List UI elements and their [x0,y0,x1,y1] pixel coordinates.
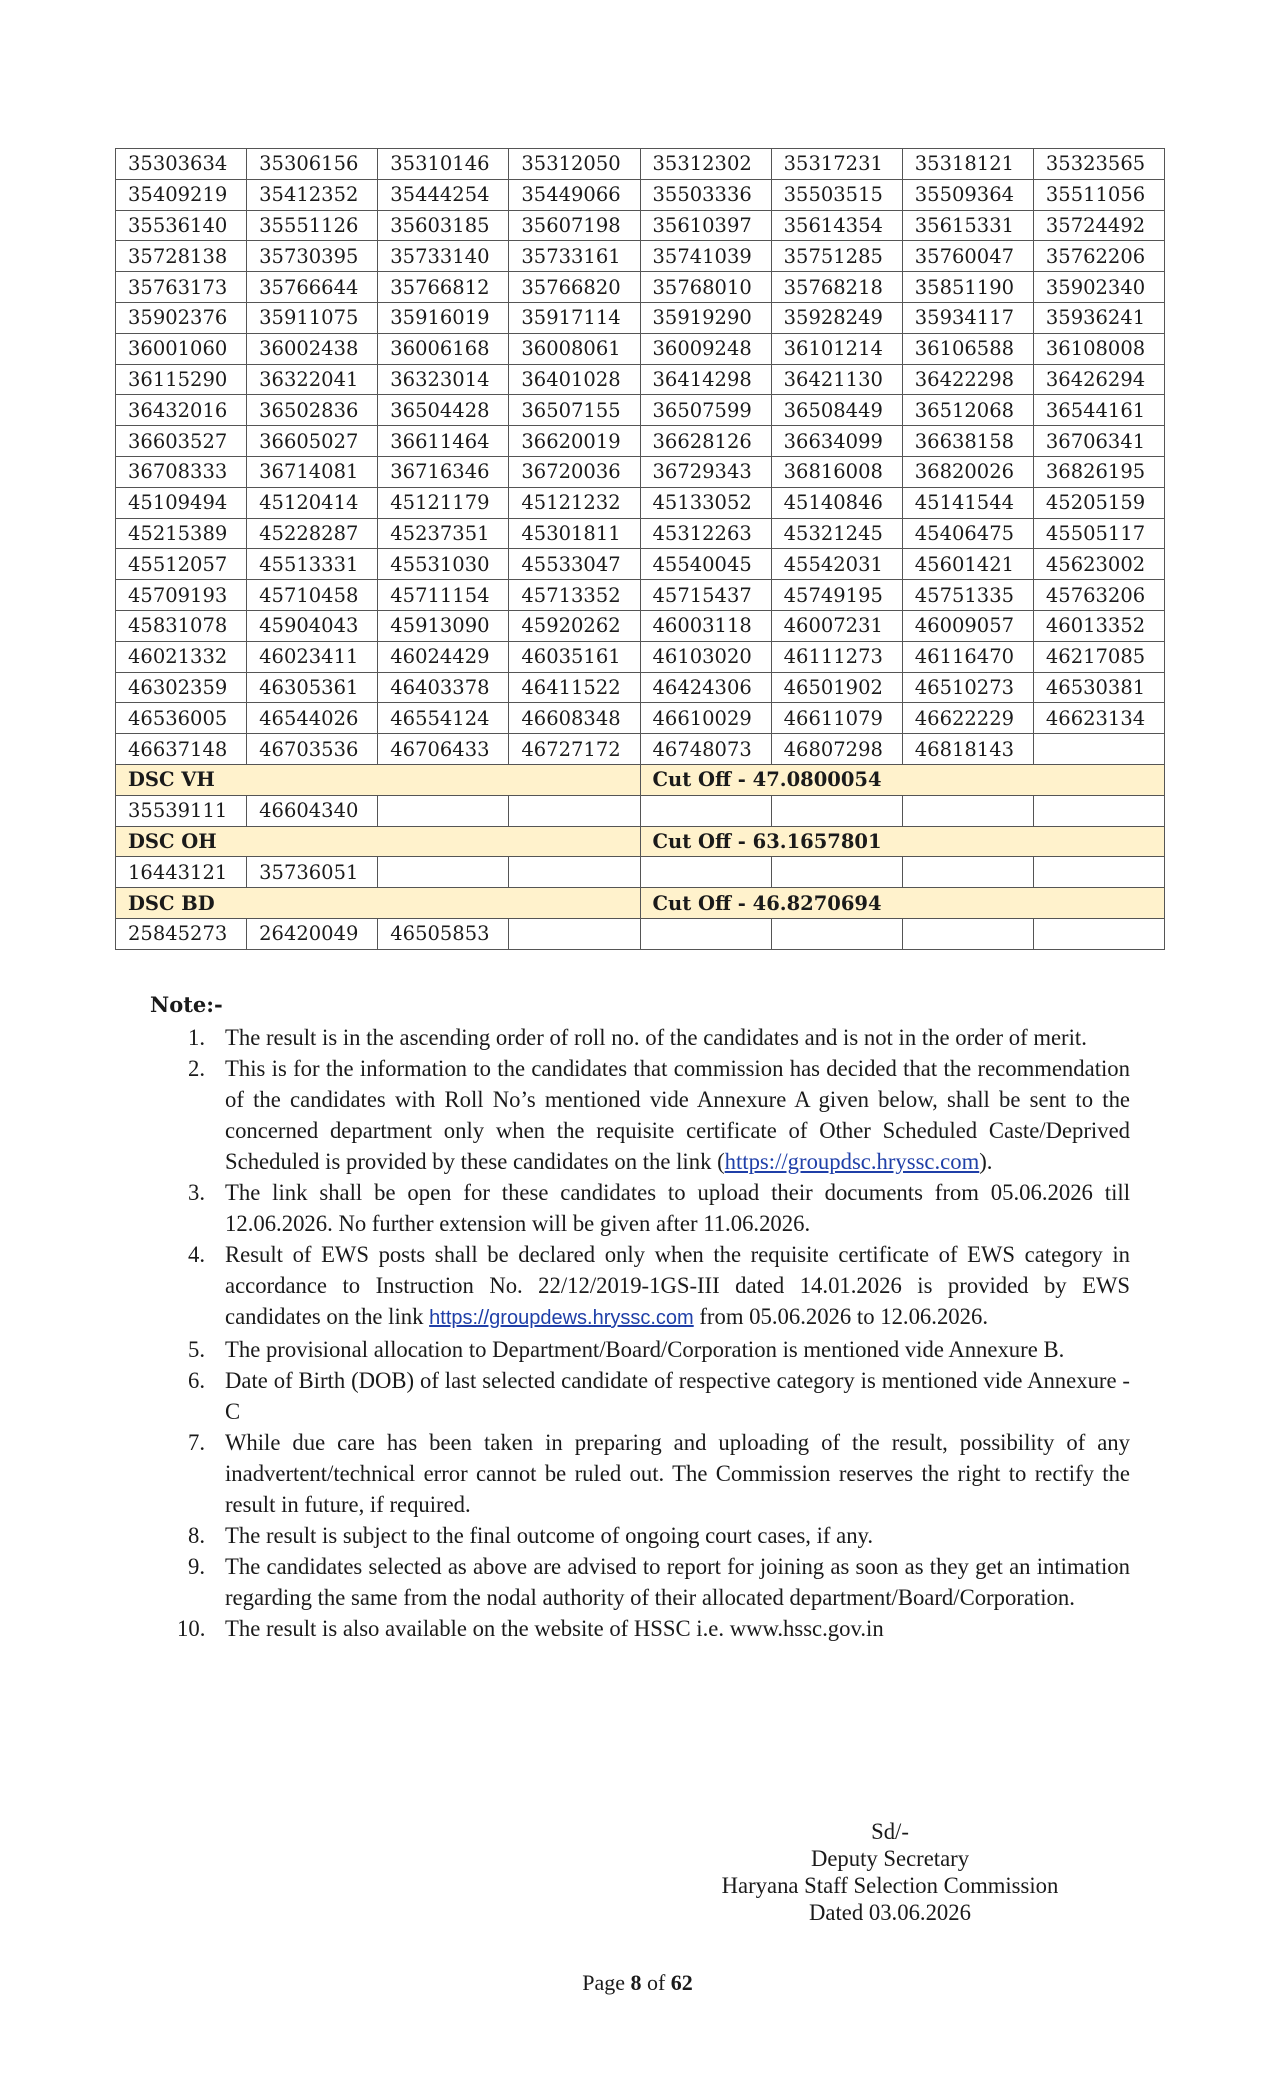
note-item [150,1239,1130,1334]
roll-number-cell: 35509364 [902,179,1033,210]
roll-number-cell: 35449066 [509,179,640,210]
roll-number-cell: 35317231 [771,149,902,180]
roll-number-cell: 35511056 [1033,179,1164,210]
roll-number-cell: 45711154 [378,580,509,611]
category-name: DSC OH [116,826,641,857]
roll-number-cell: 35766644 [247,272,378,303]
roll-number-cell: 25845273 [116,918,247,949]
roll-number-cell: 45121179 [378,487,509,518]
roll-number-cell: 36108008 [1033,333,1164,364]
table-row [116,302,1165,333]
roll-number-cell: 36826195 [1033,456,1164,487]
category-name: DSC VH [116,764,641,795]
roll-number-cell: 35412352 [247,179,378,210]
roll-number-cell: 45513331 [247,549,378,580]
roll-number-cell: 35310146 [378,149,509,180]
note-text: While due care has been taken in preparing and uploading of the result, possibility of any inadvertent/technical error cannot be ruled out. The Commission reserves the right to rectify the result in future, if required. [225,1430,1130,1517]
roll-number-cell: 45542031 [771,549,902,580]
roll-number-cell: 36708333 [116,456,247,487]
roll-number-cell: 35851190 [902,272,1033,303]
category-header-row [116,826,1165,857]
note-text: Date of Birth (DOB) of last selected candidate of respective category is mentioned vide Annexure - C [225,1368,1130,1424]
roll-number-cell: 45920262 [509,610,640,641]
note-number: 1. [188,1025,206,1050]
note-text: This is for the information to the candidates that commission has decided that the recommendation of the candidates with Roll No’s mentioned vide Annexure A given below, shall be sent to the concerned department only when the requisite certificate of Other Scheduled Caste/Deprived Scheduled is provided by these candidates on the link ( [225,1056,1130,1174]
roll-number-cell: 45121232 [509,487,640,518]
note-item [150,1334,1130,1365]
note-number: 10. [177,1616,206,1641]
roll-number-cell: 35766820 [509,272,640,303]
roll-number-cell: 35615331 [902,210,1033,241]
roll-number-cell: 36706341 [1033,426,1164,457]
roll-number-cell: 45321245 [771,518,902,549]
table-row [116,179,1165,210]
roll-number-cell: 36507599 [640,395,771,426]
roll-number-cell: 35902340 [1033,272,1164,303]
roll-number-cell: 35934117 [902,302,1033,333]
roll-number-cell: 36507155 [509,395,640,426]
roll-number-cell [1033,734,1164,765]
note-number: 4. [188,1242,206,1267]
roll-number-cell [771,795,902,826]
roll-number-cell: 45228287 [247,518,378,549]
roll-number-cell: 35760047 [902,241,1033,272]
roll-number-cell: 46510273 [902,672,1033,703]
roll-number-cell: 36816008 [771,456,902,487]
signature-sd: Sd/- [871,1819,909,1844]
roll-number-cell: 46727172 [509,734,640,765]
roll-number-cell: 45831078 [116,610,247,641]
roll-number-cell: 45512057 [116,549,247,580]
roll-number-cell: 35536140 [116,210,247,241]
table-row [116,857,1165,888]
roll-number-cell: 35741039 [640,241,771,272]
roll-number-cell: 35409219 [116,179,247,210]
note-number: 5. [188,1337,206,1362]
roll-number-cell: 35751285 [771,241,902,272]
roll-number-cell: 36001060 [116,333,247,364]
note-link[interactable]: https://groupdews.hryssc.com [429,1307,694,1329]
roll-number-cell: 35916019 [378,302,509,333]
roll-number-cell: 36106588 [902,333,1033,364]
roll-number-cell: 45540045 [640,549,771,580]
roll-number-cell: 46013352 [1033,610,1164,641]
roll-number-cell: 36820026 [902,456,1033,487]
roll-number-cell: 46424306 [640,672,771,703]
note-item [150,1427,1130,1520]
roll-number-cell [509,918,640,949]
roll-number-cell [902,918,1033,949]
roll-number-cell: 45215389 [116,518,247,549]
roll-number-cell: 36006168 [378,333,509,364]
roll-number-cell: 35312050 [509,149,640,180]
roll-number-cell [902,857,1033,888]
roll-number-cell [771,918,902,949]
roll-number-cell: 36634099 [771,426,902,457]
roll-number-cell: 35610397 [640,210,771,241]
note-text-after: ). [979,1149,993,1174]
roll-number-cell: 46807298 [771,734,902,765]
roll-number-cell: 45713352 [509,580,640,611]
table-row [116,672,1165,703]
roll-number-cell: 45301811 [509,518,640,549]
roll-number-cell: 36714081 [247,456,378,487]
roll-number-cell: 36611464 [378,426,509,457]
roll-number-cell: 45533047 [509,549,640,580]
note-number: 9. [188,1554,206,1579]
roll-number-cell: 45312263 [640,518,771,549]
roll-number-cell: 16443121 [116,857,247,888]
note-item [150,1520,1130,1551]
note-item [150,1053,1130,1177]
signature-date: Dated 03.06.2026 [809,1900,971,1925]
table-row [116,333,1165,364]
roll-number-cell: 45505117 [1033,518,1164,549]
roll-number-cell: 35607198 [509,210,640,241]
table-row [116,149,1165,180]
roll-number-cell: 26420049 [247,918,378,949]
roll-number-cell [902,795,1033,826]
roll-number-cell: 36638158 [902,426,1033,457]
roll-number-cell [509,795,640,826]
roll-number-cell: 46007231 [771,610,902,641]
roll-number-cell: 46622229 [902,703,1033,734]
roll-number-cell [378,857,509,888]
table-row [116,734,1165,765]
roll-number-cell: 45763206 [1033,580,1164,611]
roll-number-cell: 45601421 [902,549,1033,580]
roll-number-cell: 46623134 [1033,703,1164,734]
roll-number-cell [1033,857,1164,888]
roll-number-cell: 36323014 [378,364,509,395]
roll-number-cell [1033,918,1164,949]
roll-number-cell: 46021332 [116,641,247,672]
note-text: The link shall be open for these candidates to upload their documents from 05.06.2026 till 12.06.2026. No further extension will be given after 11.06.2026. [225,1180,1130,1236]
page-word: Page [582,1970,625,1995]
roll-number-cell: 46411522 [509,672,640,703]
table-row [116,518,1165,549]
signature-organization: Haryana Staff Selection Commission [721,1873,1059,1898]
roll-number-cell: 36502836 [247,395,378,426]
category-cutoff: Cut Off - 46.8270694 [640,888,1165,919]
roll-number-cell: 45531030 [378,549,509,580]
roll-number-cell: 46403378 [378,672,509,703]
roll-number-cell: 35539111 [116,795,247,826]
page-number: 8 [630,1970,642,1995]
roll-number-cell: 36115290 [116,364,247,395]
note-text: The provisional allocation to Department/Board/Corporation is mentioned vide Annexure B. [225,1337,1065,1362]
roll-number-cell: 46637148 [116,734,247,765]
roll-number-cell: 45120414 [247,487,378,518]
roll-number-cell: 46217085 [1033,641,1164,672]
roll-number-cell: 35763173 [116,272,247,303]
roll-number-cell: 35917114 [509,302,640,333]
roll-number-cell: 45141544 [902,487,1033,518]
table-row [116,549,1165,580]
roll-number-cell: 36322041 [247,364,378,395]
roll-number-cell: 45205159 [1033,487,1164,518]
table-row [116,272,1165,303]
roll-number-cell: 36729343 [640,456,771,487]
table-row [116,795,1165,826]
roll-number-cell: 46611079 [771,703,902,734]
roll-number-cell: 35762206 [1033,241,1164,272]
roll-number-cell: 45904043 [247,610,378,641]
roll-number-cell: 45406475 [902,518,1033,549]
roll-number-cell: 46302359 [116,672,247,703]
roll-number-cell: 35503515 [771,179,902,210]
table-row [116,580,1165,611]
roll-number-cell: 46009057 [902,610,1033,641]
roll-number-cell: 36422298 [902,364,1033,395]
note-text-after: from 05.06.2026 to 12.06.2026. [693,1304,988,1329]
category-header-row [116,764,1165,795]
roll-number-cell: 45709193 [116,580,247,611]
roll-number-cell [640,918,771,949]
table-row [116,918,1165,949]
roll-number-cell: 46023411 [247,641,378,672]
page-footer [0,1970,1275,1996]
roll-number-cell: 35306156 [247,149,378,180]
note-text: The candidates selected as above are advised to report for joining as soon as they get an intimation regarding the same from the nodal authority of their allocated department/Board/Corporation. [225,1554,1130,1610]
roll-number-cell: 46530381 [1033,672,1164,703]
signature-designation: Deputy Secretary [810,1846,970,1871]
roll-number-cell: 36620019 [509,426,640,457]
note-item [150,1551,1130,1613]
note-text: The result is also available on the website of HSSC i.e. www.hssc.gov.in [225,1616,884,1641]
roll-number-cell: 46103020 [640,641,771,672]
table-row [116,426,1165,457]
note-item [150,1022,1130,1053]
roll-number-cell: 46554124 [378,703,509,734]
roll-number-cell: 46111273 [771,641,902,672]
table-row [116,487,1165,518]
roll-number-cell: 35551126 [247,210,378,241]
note-text: The result is in the ascending order of roll no. of the candidates and is not in the order of merit. [225,1025,1087,1050]
roll-number-cell: 46706433 [378,734,509,765]
roll-number-cell: 45140846 [771,487,902,518]
roll-number-cell: 36716346 [378,456,509,487]
note-number: 7. [188,1430,206,1455]
roll-number-cell: 46544026 [247,703,378,734]
roll-number-cell: 35902376 [116,302,247,333]
roll-number-cell: 46818143 [902,734,1033,765]
roll-number-cell: 36504428 [378,395,509,426]
roll-number-cell: 36605027 [247,426,378,457]
roll-number-cell: 36426294 [1033,364,1164,395]
roll-number-cell: 36720036 [509,456,640,487]
roll-number-cell: 46604340 [247,795,378,826]
roll-number-cell: 35603185 [378,210,509,241]
roll-number-table [115,148,1165,950]
table-row [116,641,1165,672]
roll-number-cell: 45715437 [640,580,771,611]
roll-number-cell: 35768010 [640,272,771,303]
roll-number-cell: 45623002 [1033,549,1164,580]
roll-number-cell: 36508449 [771,395,902,426]
roll-number-cell: 46003118 [640,610,771,641]
roll-number-cell: 36002438 [247,333,378,364]
roll-number-cell: 36008061 [509,333,640,364]
note-text: The result is subject to the final outcome of ongoing court cases, if any. [225,1523,874,1548]
table-row [116,610,1165,641]
roll-number-cell: 46305361 [247,672,378,703]
roll-number-cell: 46748073 [640,734,771,765]
roll-number-cell: 35928249 [771,302,902,333]
signature-block [700,1818,1080,1926]
roll-number-cell: 35733140 [378,241,509,272]
roll-number-cell: 36101214 [771,333,902,364]
roll-number-cell [640,795,771,826]
roll-number-cell: 35919290 [640,302,771,333]
roll-number-cell: 35503336 [640,179,771,210]
note-number: 8. [188,1523,206,1548]
roll-number-cell: 35444254 [378,179,509,210]
roll-number-cell: 35323565 [1033,149,1164,180]
roll-number-cell: 35303634 [116,149,247,180]
note-item [150,1177,1130,1239]
table-row [116,395,1165,426]
roll-number-cell: 36009248 [640,333,771,364]
roll-number-cell: 36628126 [640,426,771,457]
roll-number-cell [771,857,902,888]
roll-number-cell: 45237351 [378,518,509,549]
note-heading: Note:- [150,992,223,1017]
note-number: 6. [188,1368,206,1393]
category-cutoff: Cut Off - 47.0800054 [640,764,1165,795]
roll-number-cell: 35766812 [378,272,509,303]
roll-number-cell: 46703536 [247,734,378,765]
note-number: 2. [188,1056,206,1081]
roll-number-cell: 35911075 [247,302,378,333]
roll-number-cell: 45751335 [902,580,1033,611]
table-row [116,241,1165,272]
roll-number-cell: 45109494 [116,487,247,518]
category-cutoff: Cut Off - 63.1657801 [640,826,1165,857]
note-item [150,1613,1130,1644]
table-row [116,210,1165,241]
roll-number-cell: 36432016 [116,395,247,426]
roll-number-cell: 45749195 [771,580,902,611]
roll-number-cell [1033,795,1164,826]
note-link[interactable]: https://groupdsc.hryssc.com [724,1149,980,1174]
table-row [116,456,1165,487]
roll-number-cell: 45913090 [378,610,509,641]
roll-number-cell: 36544161 [1033,395,1164,426]
roll-number-cell: 36421130 [771,364,902,395]
roll-number-cell: 45133052 [640,487,771,518]
roll-number-cell: 35768218 [771,272,902,303]
roll-number-cell: 46536005 [116,703,247,734]
roll-number-cell: 36512068 [902,395,1033,426]
roll-number-cell: 36401028 [509,364,640,395]
roll-number-cell: 46116470 [902,641,1033,672]
table-row [116,364,1165,395]
roll-number-cell: 35312302 [640,149,771,180]
roll-number-cell: 46608348 [509,703,640,734]
roll-number-cell: 45710458 [247,580,378,611]
roll-number-cell: 46610029 [640,703,771,734]
notes-list [150,1022,1130,1644]
roll-number-cell: 46505853 [378,918,509,949]
category-name: DSC BD [116,888,641,919]
roll-number-cell [378,795,509,826]
roll-number-cell: 35936241 [1033,302,1164,333]
roll-number-cell: 46024429 [378,641,509,672]
roll-number-cell: 35724492 [1033,210,1164,241]
roll-number-cell: 35728138 [116,241,247,272]
roll-number-cell: 35318121 [902,149,1033,180]
roll-number-cell [509,857,640,888]
table-row [116,703,1165,734]
category-header-row [116,888,1165,919]
note-item [150,1365,1130,1427]
roll-number-cell: 46035161 [509,641,640,672]
note-number: 3. [188,1180,206,1205]
roll-number-cell: 36603527 [116,426,247,457]
roll-number-cell: 35736051 [247,857,378,888]
roll-number-cell: 35730395 [247,241,378,272]
roll-number-cell: 35614354 [771,210,902,241]
roll-number-cell: 46501902 [771,672,902,703]
roll-number-cell: 35733161 [509,241,640,272]
roll-number-cell [640,857,771,888]
of-word: of [646,1970,666,1995]
roll-number-cell: 36414298 [640,364,771,395]
note-text: Result of EWS posts shall be declared only when the requisite certificate of EWS category in accordance to Instruction No. 22/12/2019-1GS-III dated 14.01.2026 is provided by EWS candidates on the link [225,1242,1130,1329]
total-pages: 62 [670,1970,693,1995]
